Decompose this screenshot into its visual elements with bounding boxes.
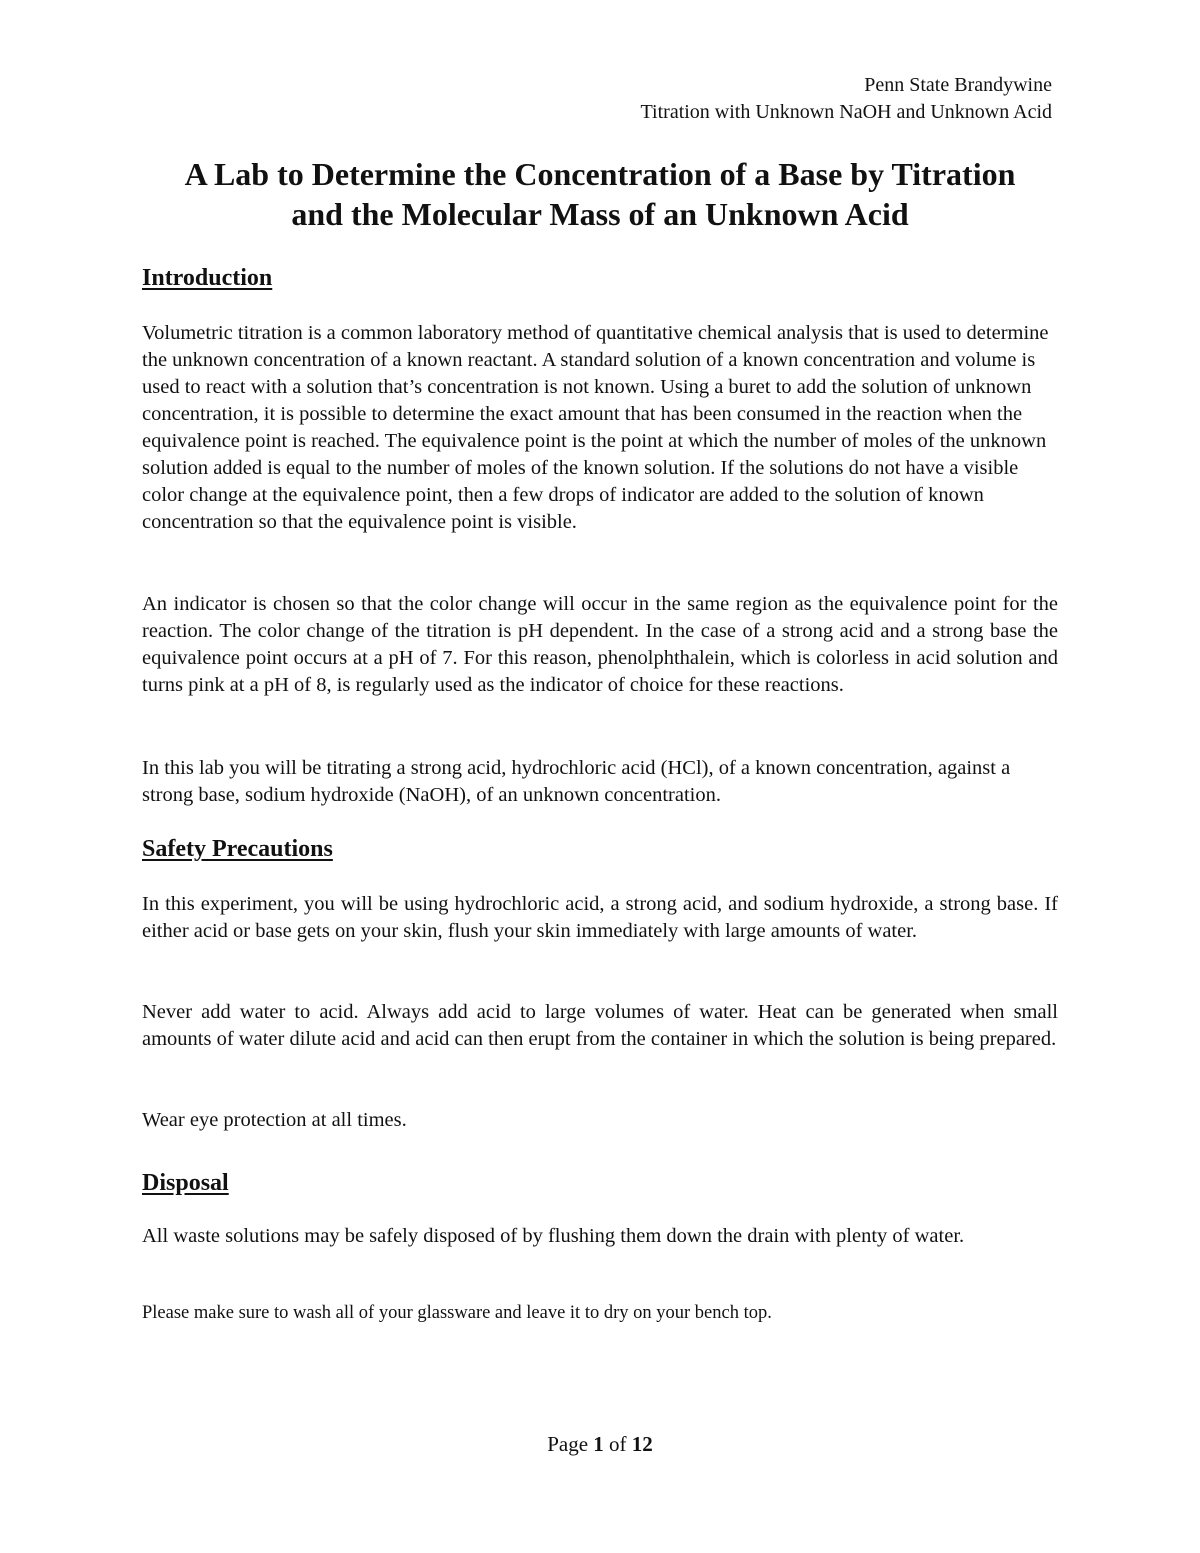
disposal-paragraph-1: All waste solutions may be safely disposed of by flushing them down the drain with plenty of water. bbox=[142, 1225, 965, 1247]
safety-paragraph-2: Never add water to acid. Always add acid to large volumes of water. Heat can be generated when small amounts of water dilute acid and acid can then erupt from the container in which the solution is being prepared. bbox=[142, 1001, 1058, 1050]
document-title bbox=[100, 154, 1100, 234]
header-institution: Penn State Brandywine bbox=[864, 74, 1052, 96]
safety-paragraph-3: Wear eye protection at all times. bbox=[142, 1109, 407, 1131]
running-header bbox=[641, 72, 1052, 126]
safety-paragraph-1: In this experiment, you will be using hydrochloric acid, a strong acid, and sodium hydroxide, a strong base. If either acid or base gets on your skin, flush your skin immediately with large amounts of water. bbox=[142, 893, 1058, 942]
current-page-number: 1 bbox=[593, 1432, 604, 1456]
introduction-heading: Introduction bbox=[142, 265, 273, 291]
total-page-count: 12 bbox=[631, 1432, 653, 1456]
disposal-paragraph-2: Please make sure to wash all of your glassware and leave it to dry on your bench top. bbox=[142, 1303, 772, 1323]
page-number-footer bbox=[0, 1430, 1200, 1458]
introduction-paragraph-1: Volumetric titration is a common laboratory method of quantitative chemical analysis that is used to determine the unknown concentration of a known reactant. A standard solution of a known concentration and volume is used to react with a solution that’s concentration is not known. Using a buret to add the solution of unknown concentration, it is possible to determine the exact amount that has been consumed in the reaction when the equivalence point is reached. The equivalence point is the point at which the number of moles of the unknown solution added is equal to the number of moles of the known solution. If the solutions do not have a visible color change at the equivalence point, then a few drops of indicator are added to the solution of known concentration so that the equivalence point is visible. bbox=[142, 322, 1049, 533]
page-label: Page bbox=[547, 1432, 589, 1456]
safety-heading: Safety Precautions bbox=[142, 836, 333, 862]
introduction-paragraph-3: In this lab you will be titrating a strong acid, hydrochloric acid (HCl), of a known concentration, against a strong base, sodium hydroxide (NaOH), of an unknown concentration. bbox=[142, 757, 1011, 806]
introduction-paragraph-2: An indicator is chosen so that the color change will occur in the same region as the equivalence point for the reaction. The color change of the titration is pH dependent. In the case of a strong acid and a strong base the equivalence point occurs at a pH of 7. For this reason, phenolphthalein, which is colorless in acid solution and turns pink at a pH of 8, is regularly used as the indicator of choice for these reactions. bbox=[142, 593, 1058, 696]
page-of-label: of bbox=[609, 1432, 627, 1456]
header-lab-title: Titration with Unknown NaOH and Unknown Acid bbox=[640, 101, 1052, 123]
title-line-2: and the Molecular Mass of an Unknown Acid bbox=[291, 196, 909, 232]
disposal-heading: Disposal bbox=[142, 1170, 229, 1196]
title-line-1: A Lab to Determine the Concentration of a Base by Titration bbox=[184, 156, 1016, 192]
